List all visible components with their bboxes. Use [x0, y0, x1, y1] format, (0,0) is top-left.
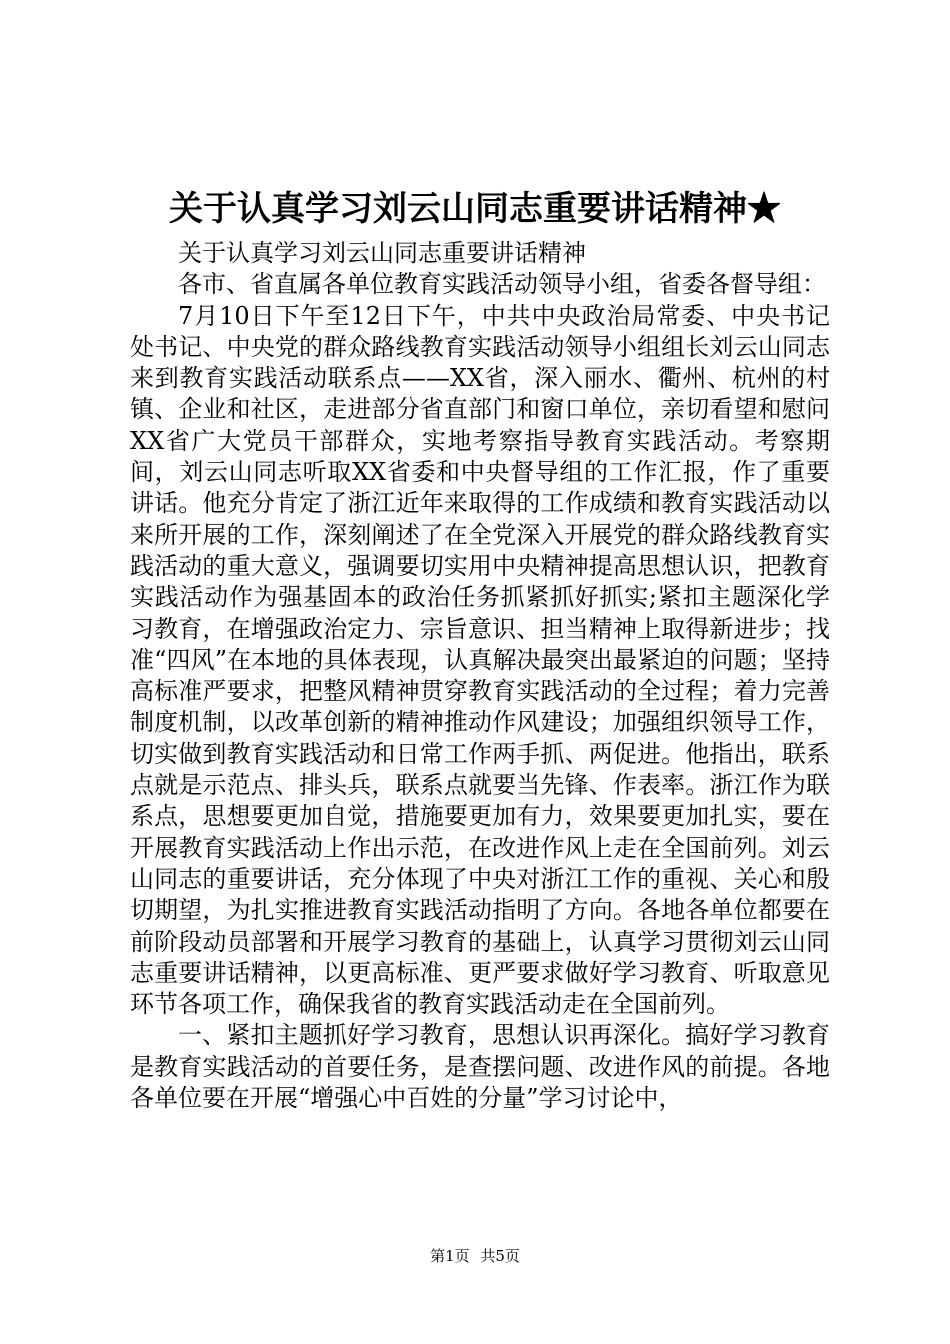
body-paragraph: 7月10日下午至12日下午，中共中央政治局常委、中央书记处书记、中央党的群众路线教育实践活动领导小组组长刘云山同志来到教育实践活动联系点——XX省，深入丽水、衢州、杭州的村镇、企业和社区，走进部分省直部门和窗口单位，亲切看望和慰问XX省广大党员干部群众，实地考察指导教育实践活动。考察期间，刘云山同志听取XX省委和中央督导组的工作汇报，作了重要讲话。他充分肯定了浙江近年来取得的工作成绩和教育实践活动以来所开展的工作，深刻阐述了在全党深入开展党的群众路线教育实践活动的重大意义，强调要切实用中央精神提高思想认识，把教育实践活动作为强基固本的政治任务抓紧抓好抓实;紧扣主题深化学习教育，在增强政治定力、宗旨意识、担当精神上取得新进步；找准“四风”在本地的具体表现，认真解决最突出最紧迫的问题；坚持高标准严要求，把整风精神贯穿教育实践活动的全过程；着力完善制度机制，以改革创新的精神推动作风建设；加强组织领导工作，切实做到教育实践活动和日常工作两手抓、两促进。他指出，联系点就是示范点、排头兵，联系点就要当先锋、作表率。浙江作为联系点，思想要更加自觉，措施要更加有力，效果要更加扎实，要在开展教育实践活动上作出示范，在改进作风上走在全国前列。刘云山同志的重要讲话，充分体现了中央对浙江工作的重视、关心和殷切期望，为扎实推进教育实践活动指明了方向。各地各单位都要在前阶段动员部署和开展学习教育的基础上，认真学习贯彻刘云山同志重要讲话精神，以更高标准、更严要求做好学习教育、听取意见环节各项工作，确保我省的教育实践活动走在全国前列。: [130, 301, 830, 1019]
document-body: [130, 238, 830, 1114]
page-total: 共5页: [480, 1247, 520, 1265]
section-one-paragraph: 一、紧扣主题抓好学习教育，思想认识再深化。搞好学习教育是教育实践活动的首要任务，是查摆问题、改进作风的前提。各地各单位要在开展“增强心中百姓的分量”学习讨论中，: [130, 1021, 830, 1113]
page-number: 第1页: [430, 1247, 470, 1265]
page-footer: [0, 1246, 950, 1266]
subtitle-paragraph: 关于认真学习刘云山同志重要讲话精神: [178, 239, 586, 267]
document-title: 关于认真学习刘云山同志重要讲话精神★: [169, 189, 781, 229]
salutation-paragraph: 各市、省直属各单位教育实践活动领导小组，省委各督导组：: [178, 270, 826, 299]
